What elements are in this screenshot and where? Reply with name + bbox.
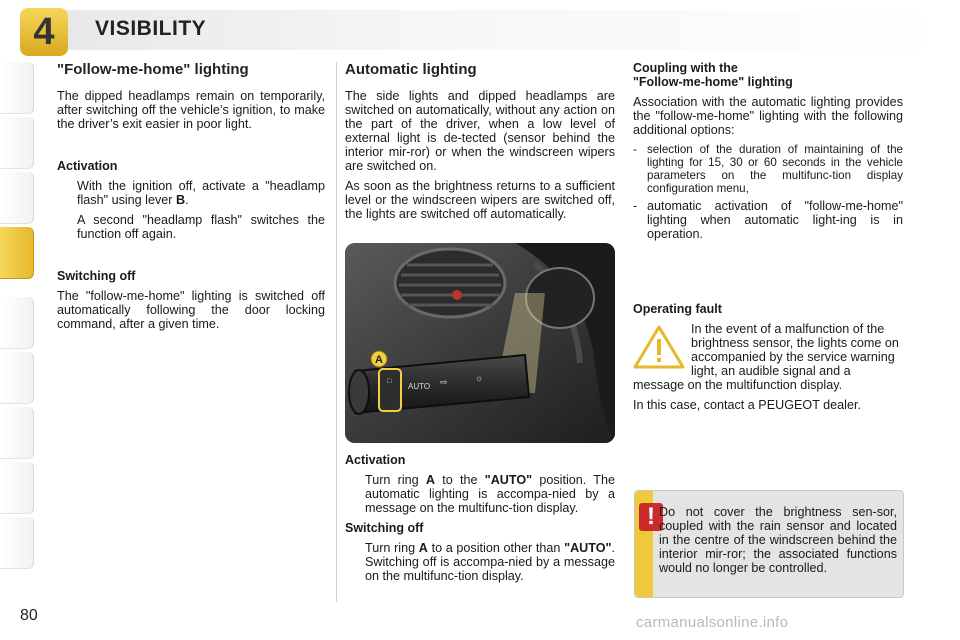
column-divider <box>336 62 337 602</box>
page-title: VISIBILITY <box>95 17 207 40</box>
activation-step-2: A second "headlamp flash" switches the function off again. <box>77 213 325 241</box>
operating-fault-text: In the event of a malfunction of the brightness sensor, the lights come on accompanied by the service warning light, an audible signal and a message on the multifunction display. <box>633 322 899 392</box>
svg-text:☼: ☼ <box>475 373 484 383</box>
chapter-tab-active[interactable] <box>0 227 34 279</box>
automatic-switching-off-step: Turn ring A to a position other than "AUTO". Switching off is accompa-nied by a message on the multifunc-tion display. <box>365 541 615 583</box>
chapter-tab[interactable] <box>0 172 34 224</box>
page-number: 80 <box>20 607 38 624</box>
switching-off-text: The "follow-me-home" lighting is switched off automatically following the door locking command, after a given time. <box>57 289 325 331</box>
lever-label: B <box>175 193 186 207</box>
exclamation-icon: ! <box>639 503 663 531</box>
ring-a-label: A <box>375 354 383 366</box>
coupling-heading: Coupling with the "Follow-me-home" lighting <box>633 61 793 89</box>
chapter-tab[interactable] <box>0 462 34 514</box>
automatic-lighting-heading: Automatic lighting <box>345 61 477 78</box>
chapter-tab[interactable] <box>0 117 34 169</box>
activation-step-1: With the ignition off, activate a "headlamp flash" using lever B. <box>77 179 325 207</box>
chapter-number-badge: 4 <box>20 8 68 56</box>
chapter-tab[interactable] <box>0 62 34 114</box>
chapter-tab[interactable] <box>0 297 34 349</box>
svg-text:⇨: ⇨ <box>440 377 448 387</box>
warning-triangle-icon <box>633 324 685 370</box>
chapter-tab[interactable] <box>0 407 34 459</box>
coupling-section <box>633 61 903 245</box>
automatic-switching-off-heading: Switching off <box>345 521 424 535</box>
activation-heading: Activation <box>57 159 118 173</box>
chapter-tab[interactable] <box>0 352 34 404</box>
auto-label: AUTO <box>408 382 431 391</box>
warning-note-text: Do not cover the brightness sen-sor, coupled with the rain sensor and located in the centre of the windscreen behind the interior mir-ror; the associated functions would no longer be controlled. <box>659 505 897 575</box>
operating-fault-heading: Operating fault <box>633 302 722 316</box>
warning-note-box <box>634 490 904 598</box>
automatic-activation-heading: Activation <box>345 453 406 467</box>
chapter-tab[interactable] <box>0 517 34 569</box>
automatic-activation-step: Turn ring A to the "AUTO" position. The automatic lighting is accompa-nied by a message on the multifunc-tion display. <box>365 473 615 515</box>
follow-me-home-intro: The dipped headlamps remain on temporarily, after switching off the vehicle’s ignition, to make the driver’s exit easier in poor light. <box>57 89 325 131</box>
coupling-intro: Association with the automatic lighting provides the "follow-me-home" lighting with the following additional options: <box>633 95 903 137</box>
automatic-activation-section <box>345 453 615 589</box>
automatic-lighting-para-1: The side lights and dipped headlamps are switched on automatically, without any action on the part of the driver, when a low level of external light is de-tected (sensor behind the interior mir-ror) or when the windscreen wipers are switched on. <box>345 89 615 173</box>
svg-text:□: □ <box>387 378 392 385</box>
coupling-option-1: - selection of the duration of maintaining of the lighting for 15, 30 or 60 seconds in the vehicle parameters on the multifunc-tion display configuration menu, <box>633 143 903 195</box>
ring-a <box>379 369 401 411</box>
follow-me-home-section <box>57 61 325 337</box>
chapter-tab-strip <box>0 62 34 577</box>
automatic-lighting-para-2: As soon as the brightness returns to a sufficient level or the windscreen wipers are switched off, the lights are switched off automatically. <box>345 179 615 221</box>
automatic-lighting-section <box>345 61 615 227</box>
coupling-option-2: - automatic activation of "follow-me-home" lighting when automatic light-ing is in operation. <box>633 199 903 241</box>
watermark: carmanualsonline.info <box>636 614 789 631</box>
switching-off-heading: Switching off <box>57 269 136 283</box>
operating-fault-section <box>633 302 903 418</box>
lighting-stalk-photo <box>345 243 615 443</box>
operating-fault-contact: In this case, contact a PEUGEOT dealer. <box>633 398 861 412</box>
follow-me-home-heading: "Follow-me-home" lighting <box>57 61 249 78</box>
